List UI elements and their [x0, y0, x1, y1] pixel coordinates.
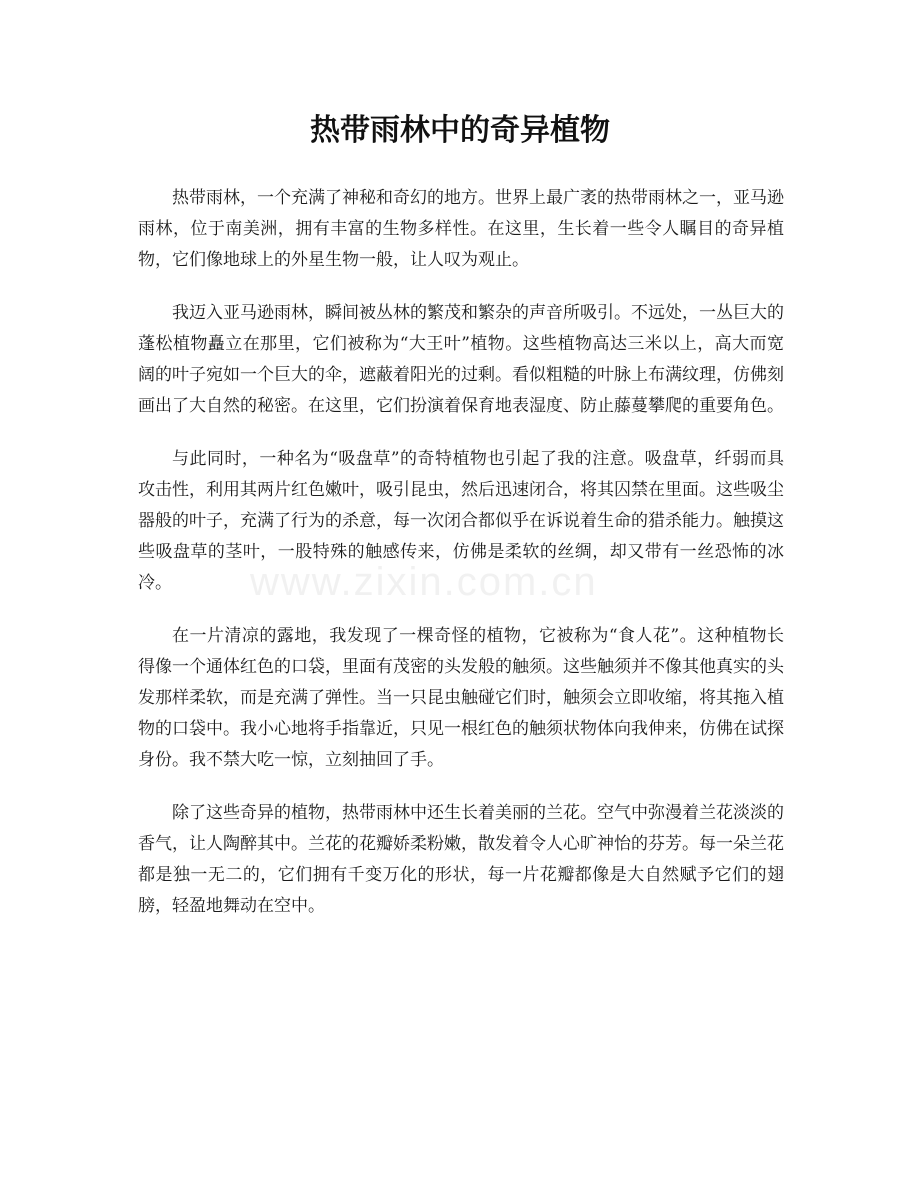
watermark: www.zixin.com.cn: [250, 560, 598, 604]
paragraph-1: 热带雨林，一个充满了神秘和奇幻的地方。世界上最广袤的热带雨林之一，亚马逊雨林，位于南美洲，拥有丰富的生物多样性。在这里，生长着一些令人瞩目的奇异植物，它们像地球上的外星生物一般，让人叹为观止。: [138, 188, 784, 270]
paragraph-2: 我迈入亚马逊雨林，瞬间被丛林的繁茂和繁杂的声音所吸引。不远处，一丛巨大的蓬松植物矗立在那里，它们被称为“大王叶”植物。这些植物高达三米以上，高大而宽阔的叶子宛如一个巨大的伞，遮蔽着阳光的过剩。看似粗糙的叶脉上布满纹理，仿佛刻画出了大自然的秘密。在这里，它们扮演着保育地表湿度、防止藤蔓攀爬的重要角色。: [138, 303, 784, 416]
document-body: [138, 183, 784, 944]
paragraph-5: 除了这些奇异的植物，热带雨林中还生长着美丽的兰花。空气中弥漫着兰花淡淡的香气，让人陶醉其中。兰花的花瓣娇柔粉嫩，散发着令人心旷神怡的芬芳。每一朵兰花都是独一无二的，它们拥有千变万化的形状，每一片花瓣都像是大自然赋予它们的翅膀，轻盈地舞动在空中。: [138, 803, 784, 916]
paragraph-3: 与此同时，一种名为“吸盘草”的奇特植物也引起了我的注意。吸盘草，纤弱而具攻击性，利用其两片红色嫩叶，吸引昆虫，然后迅速闭合，将其囚禁在里面。这些吸尘器般的叶子，充满了行为的杀意，每一次闭合都似乎在诉说着生命的猎杀能力。触摸这些吸盘草的茎叶，一股特殊的触感传来，仿佛是柔软的丝绸，却又带有一丝恐怖的冰冷。: [138, 449, 784, 593]
paragraph-4: 在一片清凉的露地，我发现了一棵奇怪的植物，它被称为“食人花”。这种植物长得像一个通体红色的口袋，里面有茂密的头发般的触须。这些触须并不像其他真实的头发那样柔软，而是充满了弹性。当一只昆虫触碰它们时，触须会立即收缩，将其拖入植物的口袋中。我小心地将手指靠近，只见一根红色的触须状物体向我伸来，仿佛在试探身份。我不禁大吃一惊，立刻抽回了手。: [138, 626, 784, 770]
page-title: 热带雨林中的奇异植物: [310, 113, 610, 148]
